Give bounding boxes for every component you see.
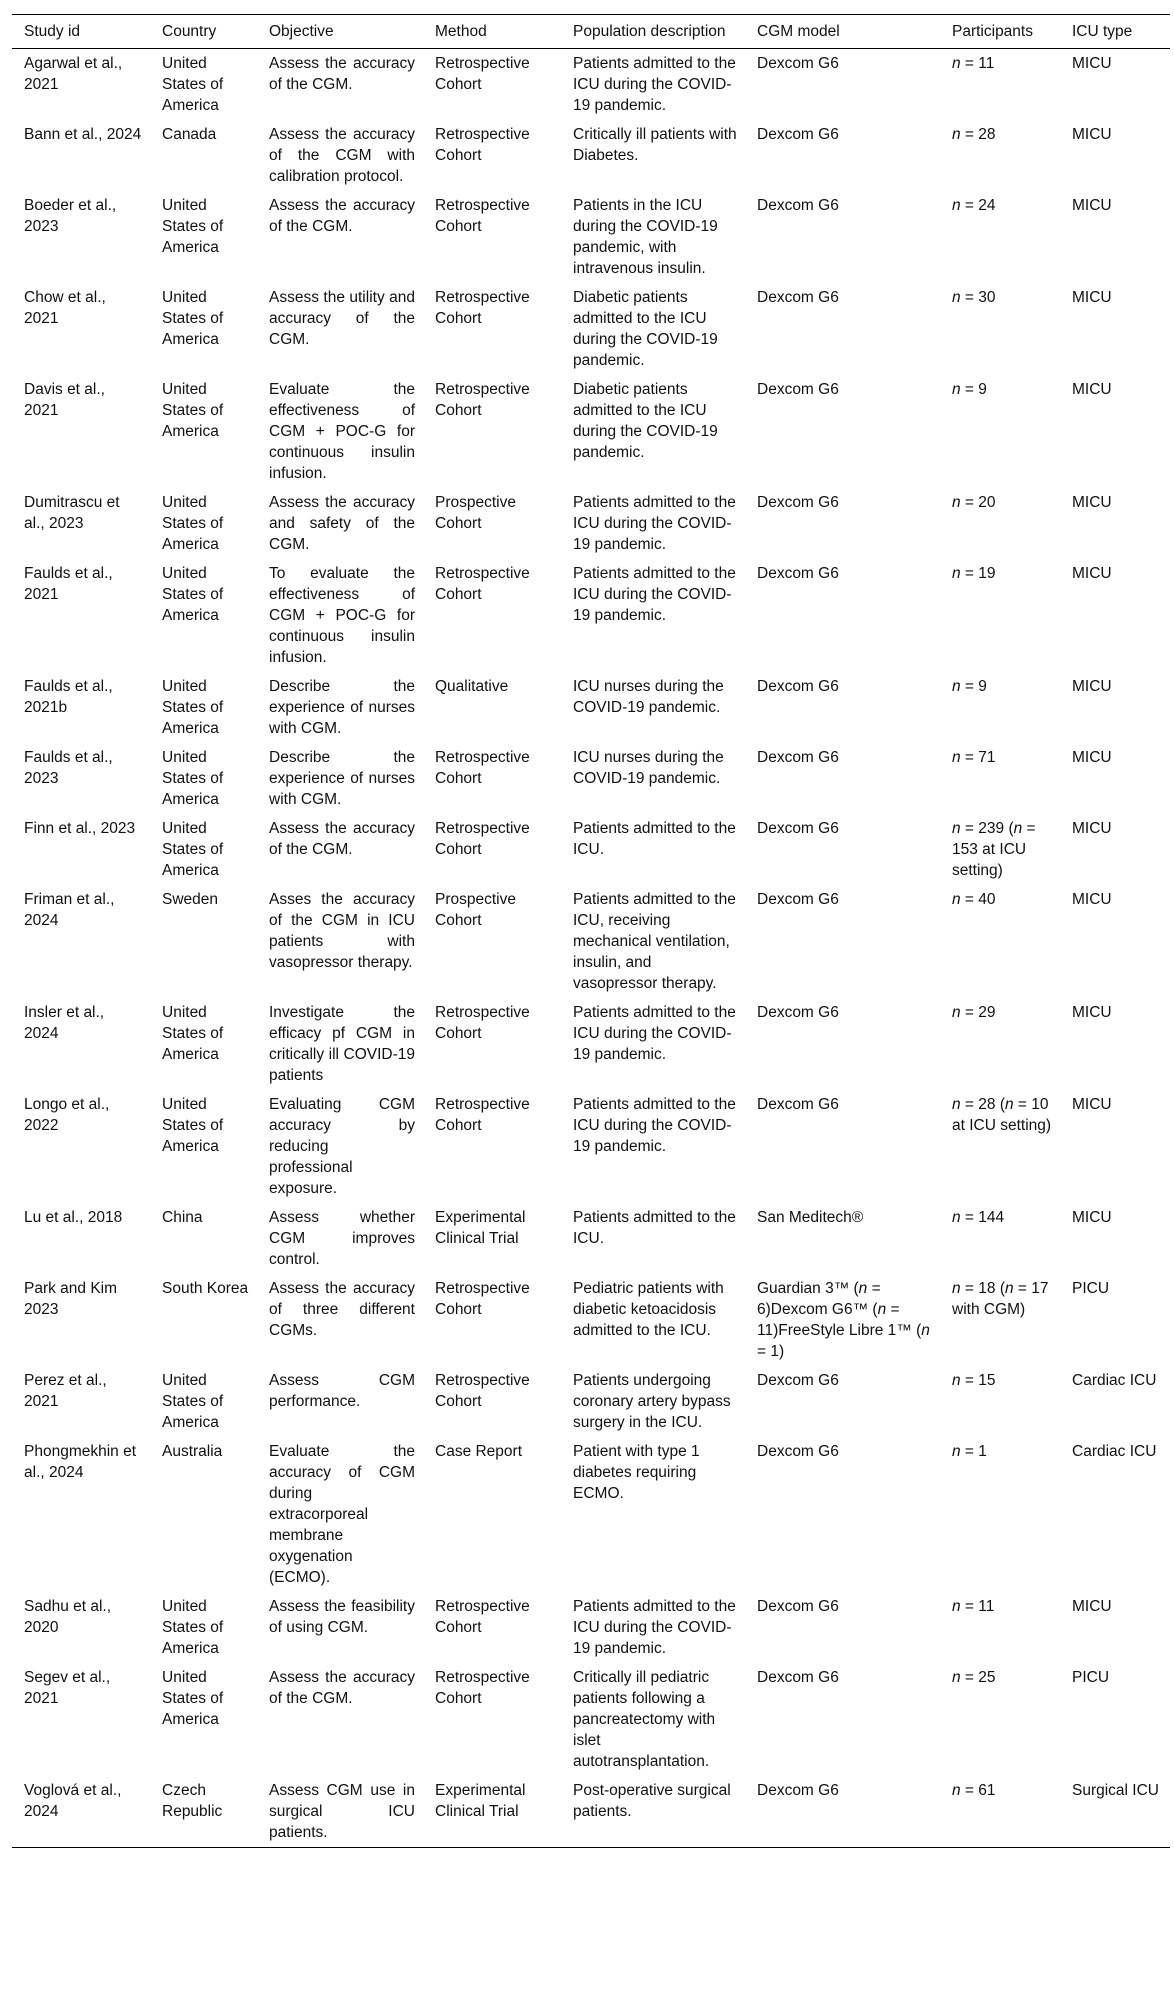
study-characteristics-table: [12, 14, 1170, 1848]
header-country: Country: [162, 23, 217, 40]
cell-population: Patients admitted to the ICU during the COVID-19 pandemic.: [573, 1598, 736, 1657]
cell-participants: n = 9: [952, 381, 987, 398]
table-row: [12, 488, 1170, 559]
cell-cgm-model: Dexcom G6: [757, 820, 839, 837]
cell-icu-type: MICU: [1072, 565, 1112, 582]
cell-study-id: Voglová et al., 2024: [24, 1782, 122, 1820]
cell-population: Patients undergoing coronary artery bypass surgery in the ICU.: [573, 1372, 731, 1431]
cell-country: United States of America: [162, 1372, 224, 1431]
cell-method: Retrospective Cohort: [435, 1669, 530, 1707]
cell-method: Retrospective Cohort: [435, 565, 530, 603]
cell-objective: Assess the accuracy of the CGM.: [269, 197, 415, 235]
header-icu-type: ICU type: [1072, 23, 1133, 40]
table-row: [12, 1366, 1170, 1437]
cell-method: Retrospective Cohort: [435, 55, 530, 93]
cell-country: United States of America: [162, 1669, 224, 1728]
cell-objective: Investigate the efficacy pf CGM in critically ill COVID-19 patients: [269, 1004, 415, 1084]
cell-participants: n = 28: [952, 126, 996, 143]
cell-cgm-model: Dexcom G6: [757, 289, 839, 306]
cell-participants: n = 144: [952, 1209, 1005, 1226]
cell-participants: n = 15: [952, 1372, 996, 1389]
header-study-id: Study id: [24, 23, 81, 40]
cell-method: Retrospective Cohort: [435, 1372, 530, 1410]
cell-country: Australia: [162, 1443, 223, 1460]
cell-country: Czech Republic: [162, 1782, 223, 1820]
table-row: [12, 191, 1170, 283]
cell-study-id: Phongmekhin et al., 2024: [24, 1443, 137, 1481]
cell-participants: n = 239 (n = 153 at ICU setting): [952, 820, 1036, 879]
cell-icu-type: MICU: [1072, 820, 1112, 837]
cell-country: United States of America: [162, 55, 224, 114]
cell-study-id: Faulds et al., 2023: [24, 749, 113, 787]
table-row: [12, 559, 1170, 672]
cell-cgm-model: Dexcom G6: [757, 55, 839, 72]
cell-population: Patients admitted to the ICU during the COVID-19 pandemic.: [573, 1096, 736, 1155]
study-table-container: [12, 14, 1170, 1848]
cell-method: Experimental Clinical Trial: [435, 1782, 526, 1820]
cell-icu-type: PICU: [1072, 1280, 1110, 1297]
cell-objective: Describe the experience of nurses with CGM.: [269, 678, 415, 737]
cell-study-id: Lu et al., 2018: [24, 1209, 123, 1226]
cell-study-id: Perez et al., 2021: [24, 1372, 107, 1410]
cell-participants: n = 28 (n = 10 at ICU setting): [952, 1096, 1052, 1134]
cell-objective: Assess the accuracy of the CGM.: [269, 1669, 415, 1707]
cell-study-id: Agarwal et al., 2021: [24, 55, 123, 93]
cell-icu-type: MICU: [1072, 289, 1112, 306]
cell-method: Prospective Cohort: [435, 494, 516, 532]
header-objective: Objective: [269, 23, 334, 40]
cell-participants: n = 11: [952, 55, 995, 72]
cell-method: Prospective Cohort: [435, 891, 516, 929]
cell-country: United States of America: [162, 565, 224, 624]
cell-cgm-model: Dexcom G6: [757, 197, 839, 214]
cell-country: United States of America: [162, 678, 224, 737]
cell-country: South Korea: [162, 1280, 249, 1297]
cell-country: United States of America: [162, 820, 224, 879]
cell-country: Canada: [162, 126, 217, 143]
table-row: [12, 1437, 1170, 1592]
table-row: [12, 1592, 1170, 1663]
header-cgm-model: CGM model: [757, 23, 840, 40]
cell-objective: Assess CGM performance.: [269, 1372, 415, 1410]
cell-cgm-model: Dexcom G6: [757, 1372, 839, 1389]
cell-objective: Assess the feasibility of using CGM.: [269, 1598, 415, 1636]
cell-population: Patients admitted to the ICU during the COVID-19 pandemic.: [573, 494, 736, 553]
cell-cgm-model: Dexcom G6: [757, 678, 839, 695]
cell-country: Sweden: [162, 891, 219, 908]
cell-study-id: Sadhu et al., 2020: [24, 1598, 112, 1636]
cell-participants: n = 61: [952, 1782, 996, 1799]
cell-population: Patients admitted to the ICU during the COVID-19 pandemic.: [573, 1004, 736, 1063]
cell-population: Diabetic patients admitted to the ICU during the COVID-19 pandemic.: [573, 289, 718, 369]
cell-participants: n = 11: [952, 1598, 995, 1615]
cell-icu-type: MICU: [1072, 749, 1112, 766]
cell-cgm-model: Guardian 3™ (n = 6)Dexcom G6™ (n = 11)FreeStyle Libre 1™ (n = 1): [757, 1280, 930, 1360]
cell-participants: n = 71: [952, 749, 996, 766]
cell-icu-type: MICU: [1072, 1598, 1112, 1615]
cell-study-id: Boeder et al., 2023: [24, 197, 117, 235]
cell-objective: Assess the accuracy of three different CGMs.: [269, 1280, 415, 1339]
table-row: [12, 283, 1170, 375]
cell-population: Critically ill patients with Diabetes.: [573, 126, 737, 164]
cell-population: ICU nurses during the COVID-19 pandemic.: [573, 678, 724, 716]
cell-population: Patients admitted to the ICU.: [573, 820, 736, 858]
cell-objective: Assess the accuracy of the CGM with calibration protocol.: [269, 126, 415, 185]
cell-study-id: Bann et al., 2024: [24, 126, 142, 143]
cell-method: Retrospective Cohort: [435, 1004, 530, 1042]
cell-participants: n = 29: [952, 1004, 996, 1021]
cell-population: Patients admitted to the ICU.: [573, 1209, 736, 1247]
cell-participants: n = 25: [952, 1669, 996, 1686]
cell-method: Retrospective Cohort: [435, 289, 530, 327]
header-participants: Participants: [952, 23, 1033, 40]
cell-country: United States of America: [162, 197, 224, 256]
cell-icu-type: MICU: [1072, 891, 1112, 908]
cell-objective: Evaluate the accuracy of CGM during extracorporeal membrane oxygenation (ECMO).: [269, 1443, 415, 1586]
cell-population: Patient with type 1 diabetes requiring ECMO.: [573, 1443, 700, 1502]
cell-study-id: Dumitrascu et al., 2023: [24, 494, 120, 532]
cell-icu-type: MICU: [1072, 678, 1112, 695]
cell-participants: n = 9: [952, 678, 987, 695]
cell-icu-type: Cardiac ICU: [1072, 1372, 1157, 1389]
cell-method: Qualitative: [435, 678, 509, 695]
cell-country: United States of America: [162, 289, 224, 348]
cell-method: Retrospective Cohort: [435, 1598, 530, 1636]
cell-objective: Assess whether CGM improves control.: [269, 1209, 415, 1268]
cell-objective: Assess the accuracy of the CGM.: [269, 820, 415, 858]
cell-objective: Assess the accuracy of the CGM.: [269, 55, 415, 93]
cell-participants: n = 30: [952, 289, 996, 306]
table-row: [12, 1776, 1170, 1848]
cell-method: Retrospective Cohort: [435, 749, 530, 787]
cell-icu-type: Surgical ICU: [1072, 1782, 1159, 1799]
cell-method: Retrospective Cohort: [435, 197, 530, 235]
cell-icu-type: MICU: [1072, 1209, 1112, 1226]
table-row: [12, 814, 1170, 885]
cell-study-id: Faulds et al., 2021: [24, 565, 113, 603]
table-row: [12, 49, 1170, 121]
cell-objective: Describe the experience of nurses with CGM.: [269, 749, 415, 808]
table-row: [12, 375, 1170, 488]
cell-population: Patients admitted to the ICU during the COVID-19 pandemic.: [573, 55, 736, 114]
cell-icu-type: MICU: [1072, 381, 1112, 398]
cell-cgm-model: Dexcom G6: [757, 126, 839, 143]
cell-country: China: [162, 1209, 203, 1226]
cell-objective: Assess CGM use in surgical ICU patients.: [269, 1782, 415, 1841]
cell-population: Patients admitted to the ICU, receiving mechanical ventilation, insulin, and vasopressor therapy.: [573, 891, 736, 992]
cell-icu-type: MICU: [1072, 55, 1112, 72]
cell-study-id: Insler et al., 2024: [24, 1004, 105, 1042]
cell-icu-type: MICU: [1072, 126, 1112, 143]
cell-participants: n = 18 (n = 17 with CGM): [952, 1280, 1049, 1318]
cell-country: United States of America: [162, 1598, 224, 1657]
cell-population: Patients in the ICU during the COVID-19 pandemic, with intravenous insulin.: [573, 197, 718, 277]
cell-population: Pediatric patients with diabetic ketoacidosis admitted to the ICU.: [573, 1280, 724, 1339]
cell-icu-type: MICU: [1072, 1096, 1112, 1113]
cell-population: Post-operative surgical patients.: [573, 1782, 731, 1820]
cell-country: United States of America: [162, 1004, 224, 1063]
cell-method: Experimental Clinical Trial: [435, 1209, 526, 1247]
cell-cgm-model: Dexcom G6: [757, 1443, 839, 1460]
cell-objective: Evaluating CGM accuracy by reducing professional exposure.: [269, 1096, 415, 1197]
cell-objective: Assess the accuracy and safety of the CGM.: [269, 494, 415, 553]
cell-country: United States of America: [162, 494, 224, 553]
cell-cgm-model: Dexcom G6: [757, 1096, 839, 1113]
cell-cgm-model: Dexcom G6: [757, 1004, 839, 1021]
table-body: [12, 49, 1170, 1848]
header-population: Population description: [573, 23, 726, 40]
cell-population: Patients admitted to the ICU during the COVID-19 pandemic.: [573, 565, 736, 624]
cell-country: United States of America: [162, 749, 224, 808]
cell-icu-type: Cardiac ICU: [1072, 1443, 1157, 1460]
cell-cgm-model: Dexcom G6: [757, 749, 839, 766]
cell-objective: Asses the accuracy of the CGM in ICU patients with vasopressor therapy.: [269, 891, 415, 971]
table-row: [12, 885, 1170, 998]
table-row: [12, 1274, 1170, 1366]
cell-country: United States of America: [162, 1096, 224, 1155]
cell-study-id: Friman et al., 2024: [24, 891, 115, 929]
cell-study-id: Park and Kim 2023: [24, 1280, 118, 1318]
cell-participants: n = 24: [952, 197, 996, 214]
cell-study-id: Chow et al., 2021: [24, 289, 106, 327]
cell-icu-type: MICU: [1072, 494, 1112, 511]
table-row: [12, 672, 1170, 743]
cell-cgm-model: Dexcom G6: [757, 565, 839, 582]
cell-population: Critically ill pediatric patients following a pancreatectomy with islet autotransplantation.: [573, 1669, 716, 1770]
cell-participants: n = 20: [952, 494, 996, 511]
cell-study-id: Davis et al., 2021: [24, 381, 105, 419]
cell-cgm-model: San Meditech®: [757, 1209, 864, 1226]
cell-cgm-model: Dexcom G6: [757, 381, 839, 398]
cell-objective: Assess the utility and accuracy of the CGM.: [269, 289, 415, 348]
cell-cgm-model: Dexcom G6: [757, 1669, 839, 1686]
cell-cgm-model: Dexcom G6: [757, 1598, 839, 1615]
table-row: [12, 743, 1170, 814]
cell-study-id: Segev et al., 2021: [24, 1669, 111, 1707]
header-method: Method: [435, 23, 487, 40]
cell-icu-type: MICU: [1072, 197, 1112, 214]
table-header-row: [12, 15, 1170, 49]
cell-method: Case Report: [435, 1443, 523, 1460]
cell-objective: To evaluate the effectiveness of CGM + POC-G for continuous insulin infusion.: [269, 565, 415, 666]
cell-study-id: Faulds et al., 2021b: [24, 678, 113, 716]
table-row: [12, 1090, 1170, 1203]
cell-method: Retrospective Cohort: [435, 126, 530, 164]
table-row: [12, 1663, 1170, 1776]
table-row: [12, 120, 1170, 191]
table-row: [12, 1203, 1170, 1274]
cell-population: Diabetic patients admitted to the ICU during the COVID-19 pandemic.: [573, 381, 718, 461]
table-row: [12, 998, 1170, 1090]
cell-participants: n = 40: [952, 891, 996, 908]
cell-cgm-model: Dexcom G6: [757, 1782, 839, 1799]
cell-objective: Evaluate the effectiveness of CGM + POC-G for continuous insulin infusion.: [269, 381, 415, 482]
cell-study-id: Longo et al., 2022: [24, 1096, 110, 1134]
cell-method: Retrospective Cohort: [435, 381, 530, 419]
cell-method: Retrospective Cohort: [435, 1280, 530, 1318]
cell-country: United States of America: [162, 381, 224, 440]
cell-study-id: Finn et al., 2023: [24, 820, 136, 837]
cell-cgm-model: Dexcom G6: [757, 891, 839, 908]
cell-cgm-model: Dexcom G6: [757, 494, 839, 511]
cell-method: Retrospective Cohort: [435, 1096, 530, 1134]
cell-population: ICU nurses during the COVID-19 pandemic.: [573, 749, 724, 787]
cell-icu-type: MICU: [1072, 1004, 1112, 1021]
cell-method: Retrospective Cohort: [435, 820, 530, 858]
cell-participants: n = 19: [952, 565, 996, 582]
cell-participants: n = 1: [952, 1443, 987, 1460]
cell-icu-type: PICU: [1072, 1669, 1110, 1686]
